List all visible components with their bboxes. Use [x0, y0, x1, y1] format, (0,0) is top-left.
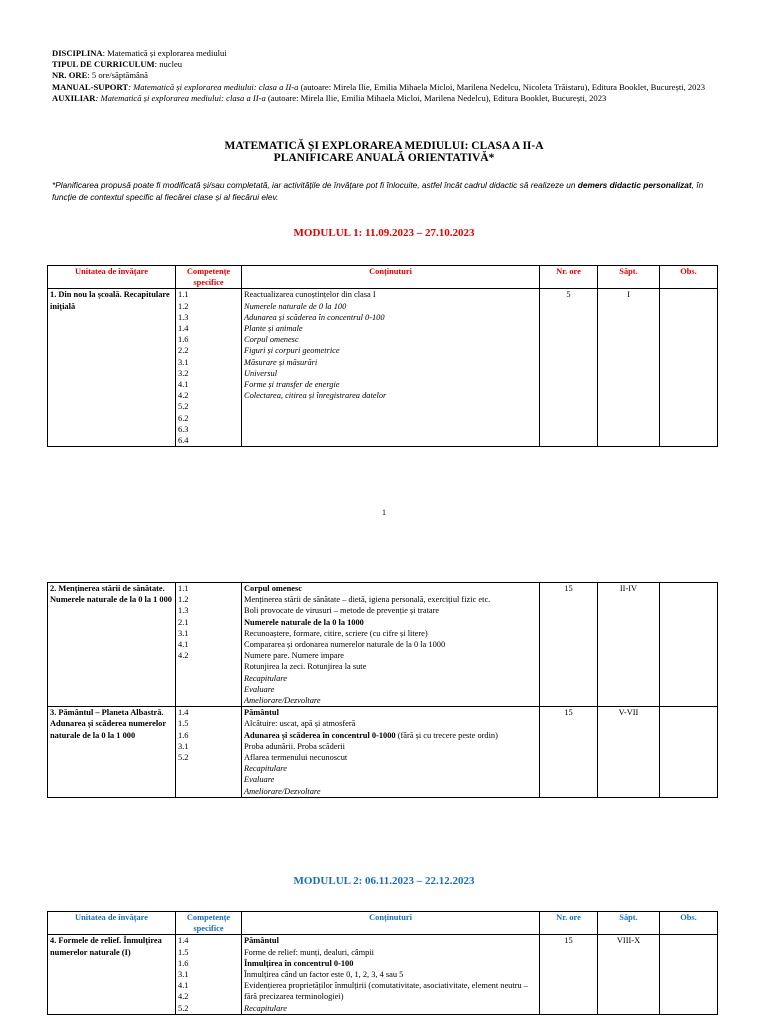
- document-subtitle: PLANIFICARE ANUALĂ ORIENTATIVĂ*: [273, 152, 495, 164]
- unit-cell: 2. Menținerea stării de sănătate. Numerele naturale de la 0 la 1 000: [48, 583, 176, 707]
- content-line: Recapitulare: [244, 673, 287, 683]
- week-cell: VIII-X: [598, 935, 660, 1014]
- competence-code: 3.1: [178, 357, 189, 367]
- header-unit: Unitatea de învățare: [48, 266, 176, 289]
- competence-code: 2.2: [178, 346, 189, 356]
- competence-code: 1.6: [178, 958, 189, 968]
- competence-code: 4.2: [178, 992, 189, 1002]
- header-unit: Unitatea de învățare: [48, 912, 176, 935]
- table-row: [48, 935, 718, 1014]
- contents-cell: [242, 935, 540, 1014]
- content-line: Universul: [244, 368, 278, 378]
- table-header-row: [48, 912, 718, 935]
- content-line: Forme și transfer de energie: [244, 380, 340, 390]
- obs-cell: [660, 707, 718, 798]
- content-line: Recunoaștere, formare, citire, scriere (cu cifre și litere): [244, 628, 428, 638]
- contents-cell: [242, 583, 540, 707]
- competence-code: 3.1: [178, 970, 189, 980]
- competence-code: 4.2: [178, 391, 189, 401]
- manual-line: MANUAL-SUPORT: Matematică și explorarea mediului: clasa a II-a (autoare: Mirela Ilie, Emilia Mihaela Micloi, Marilena Nedelcu, Nicoleta Trăistaru), Editura Booklet, București, 2023: [52, 81, 706, 92]
- table-header-row: [48, 266, 718, 289]
- competence-code: 6.2: [178, 413, 189, 423]
- content-line: Reactualizarea cunoștințelor din clasa I: [244, 290, 376, 300]
- content-line: Proba adunării. Proba scăderii: [244, 741, 345, 751]
- week-cell: I: [598, 289, 660, 447]
- document-header: [52, 48, 722, 104]
- competence-code: 1.4: [178, 936, 189, 946]
- content-line: Adunarea și scăderea în concentrul 0-100: [244, 312, 385, 322]
- header-week: Săpt.: [598, 912, 660, 935]
- content-line: Compararea și ordonarea numerelor naturale de la 0 la 1000: [244, 640, 446, 650]
- content-line: Colectarea, citirea și înregistrarea datelor: [244, 391, 387, 401]
- header-hours: Nr. ore: [540, 266, 598, 289]
- header-competences: Competențe specifice: [176, 912, 242, 935]
- competences-cell: [176, 583, 242, 707]
- content-line: Ameliorare/Dezvoltare: [244, 696, 321, 706]
- competences-cell: [176, 289, 242, 447]
- content-line: Menținerea stării de sănătate – dietă, igiena personală, exercițiul fizic etc.: [244, 595, 491, 605]
- module-2-table: [47, 911, 718, 1015]
- content-line: Măsurare și măsurări: [244, 357, 318, 367]
- content-line: Pământul: [244, 708, 279, 718]
- obs-cell: [660, 289, 718, 447]
- competence-code: 1.5: [178, 947, 189, 957]
- content-line: Corpul omenesc: [244, 584, 302, 593]
- content-line: Numere pare. Numere impare: [244, 651, 344, 661]
- content-line: Înmulțirea când un factor este 0, 1, 2, 3, 4 sau 5: [244, 970, 404, 980]
- competence-code: 2.1: [178, 617, 189, 627]
- header-obs: Obs.: [660, 266, 718, 289]
- content-line: Alcătuire: uscat, apă și atmosferă: [244, 719, 356, 729]
- competence-code: 1.1: [178, 290, 189, 300]
- header-contents: Conținuturi: [242, 266, 540, 289]
- competence-code: 1.2: [178, 595, 189, 605]
- competence-code: 6.3: [178, 424, 189, 434]
- hours-cell: 15: [540, 583, 598, 707]
- module-2-title: MODULUL 2: 06.11.2023 – 22.12.2023: [293, 875, 475, 887]
- hours-cell: 15: [540, 707, 598, 798]
- competence-code: 1.3: [178, 606, 189, 616]
- competence-code: 3.1: [178, 741, 189, 751]
- curriculum-line: TIPUL DE CURRICULUM: nucleu: [52, 59, 183, 70]
- module-1-title: MODULUL 1: 11.09.2023 – 27.10.2023: [293, 227, 475, 239]
- content-line: Forme de relief: munți, dealuri, câmpii: [244, 947, 375, 957]
- content-line: Numerele naturale de la 0 la 1000: [244, 617, 364, 627]
- competence-code: 4.1: [178, 640, 189, 650]
- contents-cell: [242, 707, 540, 798]
- header-competences: Competențe specifice: [176, 266, 242, 289]
- competence-code: 1.5: [178, 719, 189, 729]
- unit-cell: 1. Din nou la școală. Recapitulare inițială: [48, 289, 176, 447]
- week-cell: II-IV: [598, 583, 660, 707]
- content-line: Înmulțirea în concentrul 0-100: [244, 958, 354, 968]
- competence-code: 4.2: [178, 651, 189, 661]
- page-number: 1: [382, 508, 386, 517]
- competence-code: 4.1: [178, 380, 189, 390]
- competence-code: 5.2: [178, 1003, 189, 1013]
- content-line: Plante și animale: [244, 324, 303, 334]
- competence-code: 1.6: [178, 335, 189, 345]
- obs-cell: [660, 935, 718, 1014]
- content-line: Evaluare: [244, 775, 275, 785]
- content-line: Evaluare: [244, 684, 275, 694]
- module-1-table: [47, 265, 718, 447]
- content-line: Figuri și corpuri geometrice: [244, 346, 340, 356]
- content-line: Recapitulare: [244, 1003, 287, 1013]
- competence-code: 4.1: [178, 981, 189, 991]
- competence-code: 1.4: [178, 324, 189, 334]
- competence-code: 6.4: [178, 436, 189, 446]
- hours-cell: 15: [540, 935, 598, 1014]
- unit-cell: 3. Pământul – Planeta Albastră. Adunarea și scăderea numerelor naturale de la 0 la 1 000: [48, 707, 176, 798]
- content-line: Pământul: [244, 936, 279, 946]
- table-row: [48, 289, 718, 447]
- obs-cell: [660, 583, 718, 707]
- content-line: Corpul omenesc: [244, 335, 299, 345]
- page-2-table: [47, 582, 718, 798]
- competence-code: 1.3: [178, 312, 189, 322]
- competence-code: 1.6: [178, 730, 189, 740]
- hours-line: NR. ORE: 5 ore/săptămână: [52, 70, 148, 81]
- content-line: Rotunjirea la zeci. Rotunjirea la sute: [244, 662, 367, 672]
- table-row: [48, 707, 718, 798]
- header-hours: Nr. ore: [540, 912, 598, 935]
- content-line: Ameliorare/Dezvoltare: [244, 786, 321, 796]
- competences-cell: [176, 935, 242, 1014]
- competence-code: 1.1: [178, 584, 189, 593]
- hours-cell: 5: [540, 289, 598, 447]
- planning-note: *Planificarea propusă poate fi modificată și/sau completată, iar activitățile de învățare pot fi înlocuite, astfel încât cadrul didactic să realizeze un demers didactic personalizat, în funcție de contextul specific al fiecărei clase și al fiecărui elev.: [52, 180, 704, 203]
- competence-code: 5.2: [178, 402, 189, 412]
- document-title: MATEMATICĂ ȘI EXPLORAREA MEDIULUI: CLASA A II-A: [224, 140, 544, 152]
- header-week: Săpt.: [598, 266, 660, 289]
- competence-code: 1.4: [178, 708, 189, 718]
- content-line: Adunarea și scăderea în concentrul 0-1000 (fără și cu trecere peste ordin): [244, 730, 498, 740]
- discipline-line: DISCIPLINA: Matematică și explorarea mediului: [52, 48, 227, 58]
- auxiliary-line: AUXILIAR: Matematică și explorarea mediului: clasa a II-a (autoare: Mirela Ilie, Emilia Mihaela Micloi, Marilena Nedelcu), Editura Booklet, București, 2023: [52, 92, 607, 103]
- competence-code: 5.2: [178, 753, 189, 763]
- competence-code: 3.2: [178, 368, 189, 378]
- content-line: Evidențierea proprietăților înmulțirii (comutativitate, asociativitate, element neutru – fără precizarea terminologiei): [244, 981, 528, 1002]
- week-cell: V-VII: [598, 707, 660, 798]
- content-line: Boli provocate de virusuri – metode de prevenție și tratare: [244, 606, 440, 616]
- content-line: Numerele naturale de 0 la 100: [244, 301, 347, 311]
- header-obs: Obs.: [660, 912, 718, 935]
- content-line: Recapitulare: [244, 764, 287, 774]
- table-row: [48, 583, 718, 707]
- header-contents: Conținuturi: [242, 912, 540, 935]
- content-line: Aflarea termenului necunoscut: [244, 753, 348, 763]
- contents-cell: [242, 289, 540, 447]
- competences-cell: [176, 707, 242, 798]
- unit-cell: 4. Formele de relief. Înmulțirea numerelor naturale (I): [48, 935, 176, 1014]
- competence-code: 3.1: [178, 628, 189, 638]
- competence-code: 1.2: [178, 301, 189, 311]
